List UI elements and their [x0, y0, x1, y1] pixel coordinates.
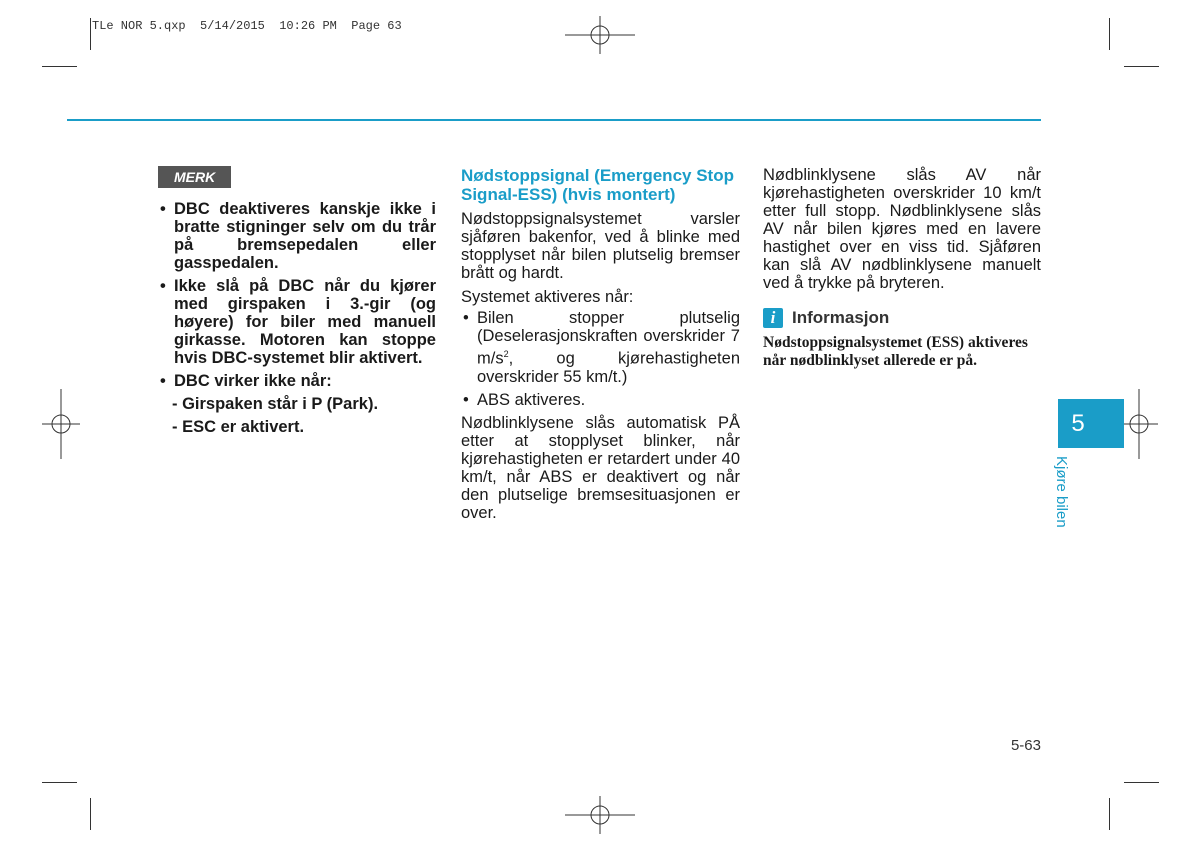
activation-item-text-end: , og kjørehastigheten overskrider 55 km/t.): [477, 349, 740, 386]
chapter-label-container: [1053, 456, 1090, 536]
note-sub-item: - ESC er aktivert.: [172, 418, 305, 436]
info-text: Nødstoppsignalsystemet (ESS) aktiveres når nødblinklyset allerede er på.: [763, 334, 1028, 369]
info-header: [763, 308, 1041, 328]
section-title: Nødstoppsignal (Emergency Stop Signal-ESS) (hvis montert): [461, 166, 734, 204]
page-number: 5-63: [1010, 737, 1041, 754]
superscript: 2: [503, 349, 509, 359]
note-bullet: • DBC deaktiveres kanskje ikke i bratte stigninger selv om du trår på bremsepedalen eller gasspedalen.: [158, 200, 436, 272]
activation-item-text: Bilen stopper plutselig (Deselerasjonskraften overskrider 7 m/s: [477, 309, 740, 368]
note-bullet-list: [158, 200, 436, 390]
registration-mark-bottom-icon: [565, 796, 635, 834]
activation-item: [461, 309, 740, 386]
ess-column: [461, 166, 740, 528]
header-rule: [67, 119, 1041, 121]
activation-item: • ABS aktiveres.: [461, 391, 740, 409]
printer-slug: TLe NOR 5.qxp 5/14/2015 10:26 PM Page 63: [92, 19, 402, 33]
chapter-number: 5: [1071, 410, 1085, 437]
activation-list: [461, 309, 740, 409]
note-tag: MERK: [158, 166, 231, 188]
activates-label: Systemet aktiveres når:: [461, 288, 634, 306]
section-intro: Nødstoppsignalsystemet varsler sjåføren bakenfor, ved å blinke med stopplyset når bilen plutselig bremser brått og hardt.: [461, 210, 740, 282]
chapter-tab: [1058, 399, 1124, 448]
section-paragraph: Nødblinklysene slås automatisk PÅ etter at stopplyset blinker, når kjørehastigheten er retardert under 40 km/t, når ABS er deaktivert og når den plutselige bremsesituasjonen er over.: [461, 413, 740, 522]
info-title: Informasjon: [792, 308, 890, 327]
continued-paragraph: Nødblinklysene slås AV når kjørehastigheten overskrider 10 km/t etter full stopp. Nødblinklysene slås AV når bilen kjøres med en lavere hastighet over en viss tid. Sjåføren kan slå AV nødblinklysene manuelt ved å trykke på bryteren.: [763, 166, 1041, 292]
registration-mark-left-icon: [42, 389, 80, 459]
note-bullet: • Ikke slå på DBC når du kjører med girspaken i 3.-gir (og høyere) for biler med manuell girkasse. Motoren kan stoppe hvis DBC-systemet blir aktivert.: [158, 277, 436, 367]
note-column: [158, 166, 436, 441]
chapter-label: Kjøre bilen: [1053, 456, 1070, 528]
info-icon: i: [763, 308, 783, 328]
registration-mark-top-icon: [565, 16, 635, 54]
continued-column: [763, 166, 1041, 370]
note-sub-item: - Girspaken står i P (Park).: [172, 395, 379, 413]
note-bullet: • DBC virker ikke når:: [158, 372, 436, 390]
registration-mark-right-icon: [1120, 389, 1158, 459]
